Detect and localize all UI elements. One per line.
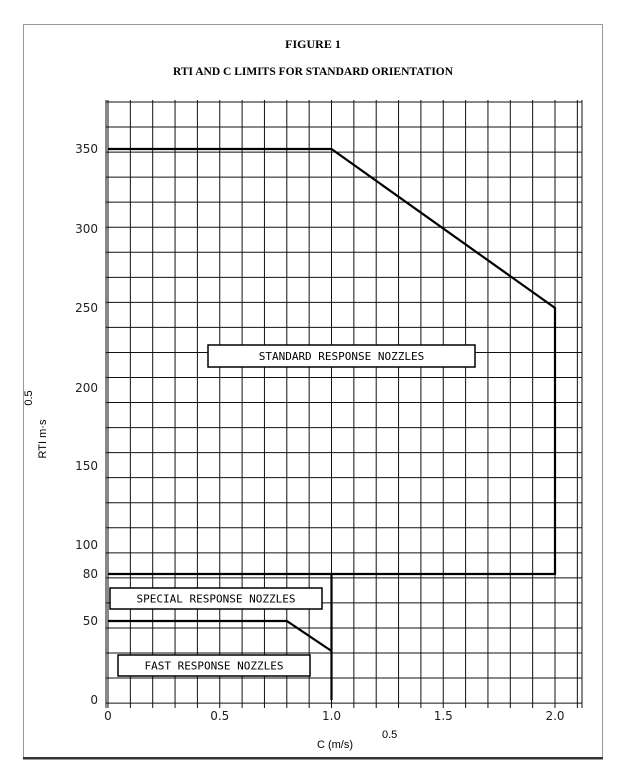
chart-ticks bbox=[75, 142, 564, 723]
y-tick-label: 350 bbox=[75, 142, 98, 156]
chart-regions bbox=[110, 345, 475, 676]
x-axis-label-exponent: 0.5 bbox=[382, 729, 398, 741]
x-tick-label: 2.0 bbox=[545, 709, 565, 723]
region-label: SPECIAL RESPONSE NOZZLES bbox=[136, 592, 296, 606]
y-tick-label: 250 bbox=[75, 301, 98, 315]
figure-number: FIGURE 1 bbox=[285, 37, 341, 51]
x-tick-label: 0 bbox=[104, 709, 112, 723]
y-tick-label: 150 bbox=[75, 459, 98, 473]
y-axis-label-exponent: 0.5 bbox=[23, 390, 35, 406]
y-tick-label: 300 bbox=[75, 222, 98, 236]
y-tick-label: 100 bbox=[75, 538, 98, 552]
chart-grid bbox=[106, 100, 582, 708]
y-tick-label: 200 bbox=[75, 381, 98, 395]
region-label: STANDARD RESPONSE NOZZLES bbox=[258, 350, 425, 363]
y-tick-label: 50 bbox=[82, 614, 98, 628]
x-tick-label: 1.5 bbox=[433, 709, 453, 723]
x-tick-label: 1.0 bbox=[321, 709, 342, 723]
x-axis-label: C (m/s) bbox=[316, 739, 354, 751]
x-tick-label: 0.5 bbox=[210, 709, 230, 723]
y-axis-label: RTI m·s bbox=[37, 419, 49, 459]
y-tick-label: 0 bbox=[90, 693, 98, 707]
y-tick-label: 80 bbox=[82, 567, 98, 581]
region-label: FAST RESPONSE NOZZLES bbox=[144, 659, 284, 673]
figure-title: RTI AND C LIMITS FOR STANDARD ORIENTATION bbox=[172, 66, 454, 78]
